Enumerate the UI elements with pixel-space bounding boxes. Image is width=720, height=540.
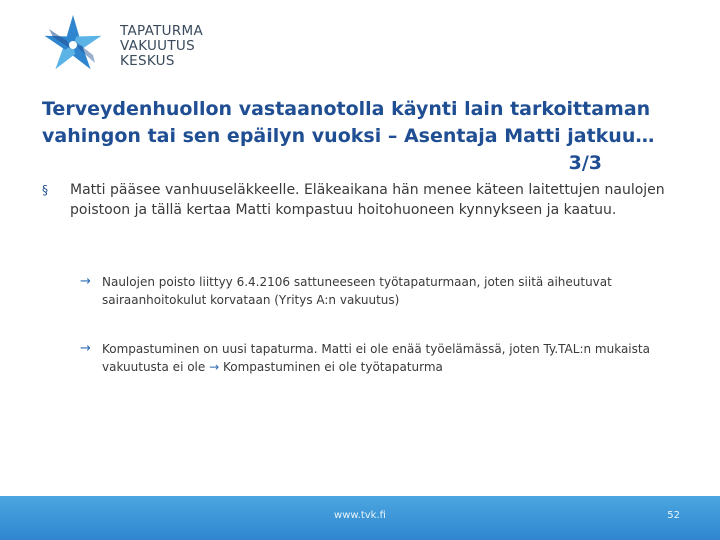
arrow-item-text: Naulojen poisto liittyy 6.4.2106 sattuneeseen työtapaturmaan, joten siitä aiheutuvat sairaanhoitokulut korvataan (Yritys A:n vakuutus) [102,275,612,307]
slide-title-page: 3/3 [568,152,602,174]
main-bullet [42,180,682,220]
slide-title-line-2: vahingon tai sen epäilyn vuoksi – Asentaja Matti jatkuu… [42,125,655,147]
arrow-item-text [102,340,680,376]
slide-page-number: 52 [667,510,680,521]
arrow-right-icon: → [80,341,91,356]
arrow-item-nail-removal [80,273,680,309]
logo-line-3: KESKUS [120,53,175,69]
arrow-item-stumbling [80,340,680,376]
bullet-marker-icon: § [42,183,48,197]
bullet-text: Matti pääsee vanhuuseläkkeelle. Eläkeaikana hän menee käteen laitettujen naulojen poistoon ja tällä kertaa Matti kompastuu hoitohuoneen kynnykseen ja kaatuu. [70,182,665,218]
logo-wordmark [120,24,203,69]
tvk-logo [40,14,240,76]
arrow-item-text-part-2: Kompastuminen ei ole työtapaturma [219,360,443,374]
logo-line-2: VAKUUTUS [120,38,195,54]
slide-title-line-1: Terveydenhuollon vastaanotolla käynti lain tarkoittaman [42,98,651,120]
slide-title [42,96,655,177]
footer-url-link[interactable]: www.tvk.fi [334,510,386,521]
footer-bar [0,496,720,540]
logo-line-1: TAPATURMA [120,23,203,39]
inline-arrow-right-icon: → [209,360,220,374]
logo-star-icon [40,14,106,76]
arrow-item-text-part-1: Kompastuminen on uusi tapaturma. Matti ei ole enää työelämässä, joten Ty.TAL:n mukaista vakuutusta ei ole [102,342,650,374]
arrow-right-icon: → [80,274,91,289]
